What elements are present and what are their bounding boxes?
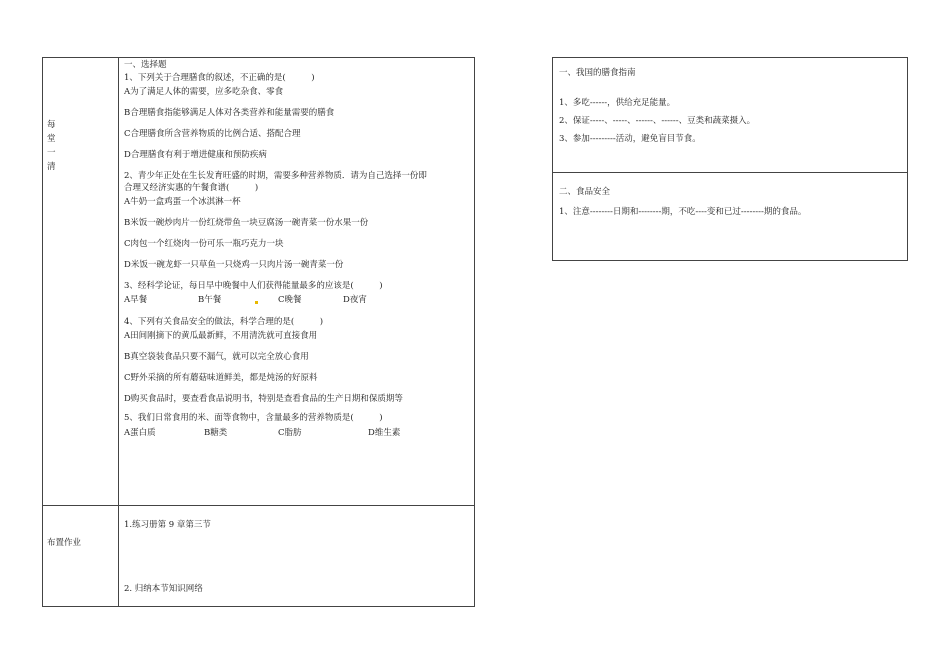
homework-item: 1.练习册第 9 章第三节 bbox=[124, 520, 211, 530]
question-stem: 合理又经济实惠的午餐食谱( ) bbox=[124, 183, 259, 193]
highlight-mark bbox=[255, 301, 258, 304]
row-label-char: 堂 bbox=[47, 134, 56, 144]
question-stem: 4、下列有关食品安全的做法，科学合理的是( ) bbox=[124, 317, 324, 327]
question-stem: 3、经科学论证，每日早中晚餐中人们获得能量最多的应该是( ) bbox=[124, 281, 383, 291]
right-table-bottom-border bbox=[552, 260, 908, 261]
question-stem: 5、我们日常食用的米、面等食物中，含量最多的营养物质是( ) bbox=[124, 413, 383, 423]
right-table-row-divider bbox=[552, 172, 908, 173]
question-option: A为了满足人体的需要，应多吃杂食、零食 bbox=[124, 87, 284, 97]
question-stem: 2、青少年正处在生长发育旺盛的时期，需要多种营养物质．请为自己选择一份即 bbox=[124, 171, 427, 181]
left-table-row-divider bbox=[42, 505, 475, 506]
question-option: A早餐 bbox=[124, 295, 148, 305]
guideline-item: 1、多吃------，供给充足能量。 bbox=[559, 98, 676, 108]
question-option: A牛奶一盒鸡蛋一个冰淇淋一杯 bbox=[124, 197, 241, 207]
question-option: B糖类 bbox=[204, 428, 228, 438]
question-option: D维生素 bbox=[368, 428, 401, 438]
question-stem: 1、下列关于合理膳食的叙述，不正确的是( ) bbox=[124, 73, 315, 83]
guideline-item: 3、参加---------活动，避免盲目节食。 bbox=[559, 134, 701, 144]
question-option: D米饭一碗龙虾一只草鱼一只烧鸡一只肉片汤一碗青菜一份 bbox=[124, 260, 344, 270]
section-title: 一、我国的膳食指南 bbox=[559, 68, 636, 78]
row-label-homework: 布置作业 bbox=[47, 538, 82, 548]
question-option: B合理膳食指能够满足人体对各类营养和能量需要的膳食 bbox=[124, 108, 335, 118]
question-option: C肉包一个红烧肉一份可乐一瓶巧克力一块 bbox=[124, 239, 284, 249]
right-table-right-border bbox=[907, 57, 908, 260]
right-table-left-border bbox=[552, 57, 553, 260]
question-option: B午餐 bbox=[198, 295, 222, 305]
question-option: B真空袋装食品只要不漏气，就可以完全放心食用 bbox=[124, 352, 309, 362]
row-label-char: 清 bbox=[47, 162, 56, 172]
row-label-char: 一 bbox=[47, 148, 56, 158]
question-option: A田间刚摘下的黄瓜最新鲜，不用清洗就可直接食用 bbox=[124, 331, 318, 341]
food-safety-item: 1、注意--------日期和--------期，不吃----变和已过--------期的食品。 bbox=[559, 207, 807, 217]
left-table-top-border bbox=[42, 57, 475, 58]
section-title: 二、食品安全 bbox=[559, 187, 611, 197]
guideline-item: 2、保证-----、-----、------、------、豆类和蔬菜摄入。 bbox=[559, 116, 756, 126]
question-option: C合理膳食所含营养物质的比例合适、搭配合理 bbox=[124, 129, 301, 139]
question-option: C晚餐 bbox=[278, 295, 302, 305]
section-title: 一、选择题 bbox=[124, 60, 167, 70]
right-table-top-border bbox=[552, 57, 908, 58]
question-option: C脂肪 bbox=[278, 428, 302, 438]
question-option: D合理膳食有利于增进健康和预防疾病 bbox=[124, 150, 267, 160]
question-option: D购买食品时，要查看食品说明书，特别是查看食品的生产日期和保质期等 bbox=[124, 394, 403, 404]
left-table-bottom-border bbox=[42, 606, 475, 607]
left-table-right-border bbox=[474, 57, 475, 606]
question-option: C野外采摘的所有蘑菇味道鲜美，都是炖汤的好原料 bbox=[124, 373, 318, 383]
row-label-char: 每 bbox=[47, 120, 56, 130]
question-option: B米饭一碗炒肉片一份红烧带鱼一块豆腐汤一碗青菜一份水果一份 bbox=[124, 218, 369, 228]
left-table-left-border bbox=[42, 57, 43, 606]
question-option: D夜宵 bbox=[343, 295, 367, 305]
homework-item: 2. 归纳本节知识网络 bbox=[124, 584, 203, 594]
question-option: A蛋白质 bbox=[124, 428, 156, 438]
left-table-column-divider bbox=[118, 57, 119, 606]
